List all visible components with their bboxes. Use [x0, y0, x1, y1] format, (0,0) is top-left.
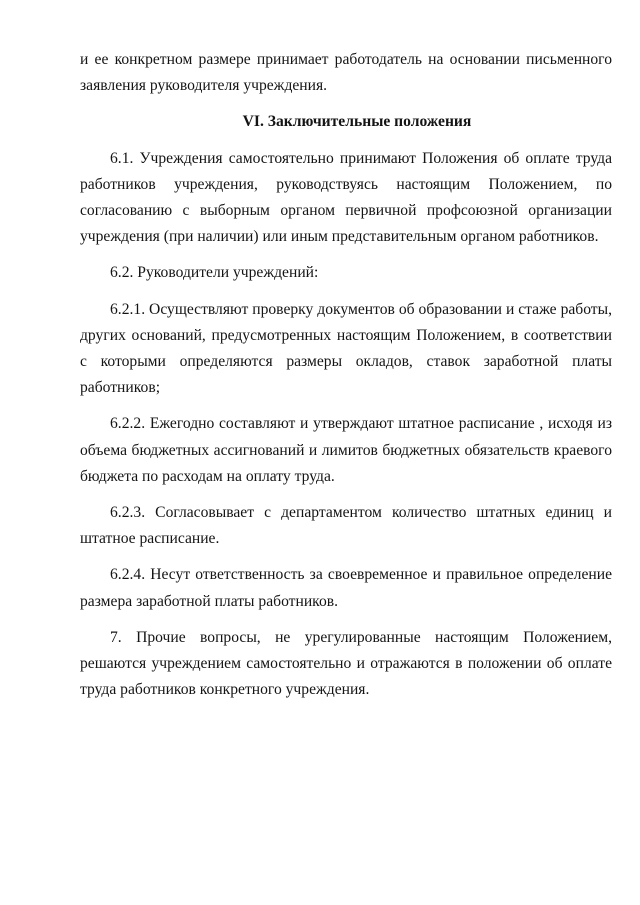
paragraph-6-2-4: 6.2.4. Несут ответственность за своевременное и правильное определение размера заработной платы работников.: [80, 566, 612, 610]
paragraph-6-2-2: 6.2.2. Ежегодно составляют и утверждают штатное расписание , исходя из объема бюджетных ассигнований и лимитов бюджетных обязательств краевого бюджета по расходам на оплату труда.: [80, 415, 612, 485]
section-heading: VI. Заключительные положения: [242, 113, 472, 131]
paragraph-7: 7. Прочие вопросы, не урегулированные настоящим Положением, решаются учреждением самостоятельно и отражаются в положении об оплате труда работников конкретного учреждения.: [80, 628, 612, 699]
paragraph-6-2: 6.2. Руководители учреждений:: [110, 264, 319, 282]
paragraph-6-2-3: 6.2.3. Согласовывает с департаментом количество штатных единиц и штатное расписание.: [80, 504, 612, 548]
continued-paragraph: и ее конкретном размере принимает работодатель на основании письменного заявления руководителя учреждения.: [80, 51, 612, 95]
paragraph-6-2-1: 6.2.1. Осуществляют проверку документов об образовании и стаже работы, других оснований, предусмотренных настоящим Положением, в соответствии с которыми определяются размеры окладов, ставок заработной платы работников;: [80, 300, 612, 397]
document-text-column: [80, 47, 612, 703]
paragraph-6-1: 6.1. Учреждения самостоятельно принимают Положения об оплате труда работников учреждения, руководствуясь настоящим Положением, по согласованию с выборным органом первичной профсоюзной организации учреждения (при наличии) или иным представительным органом работников.: [80, 149, 612, 246]
